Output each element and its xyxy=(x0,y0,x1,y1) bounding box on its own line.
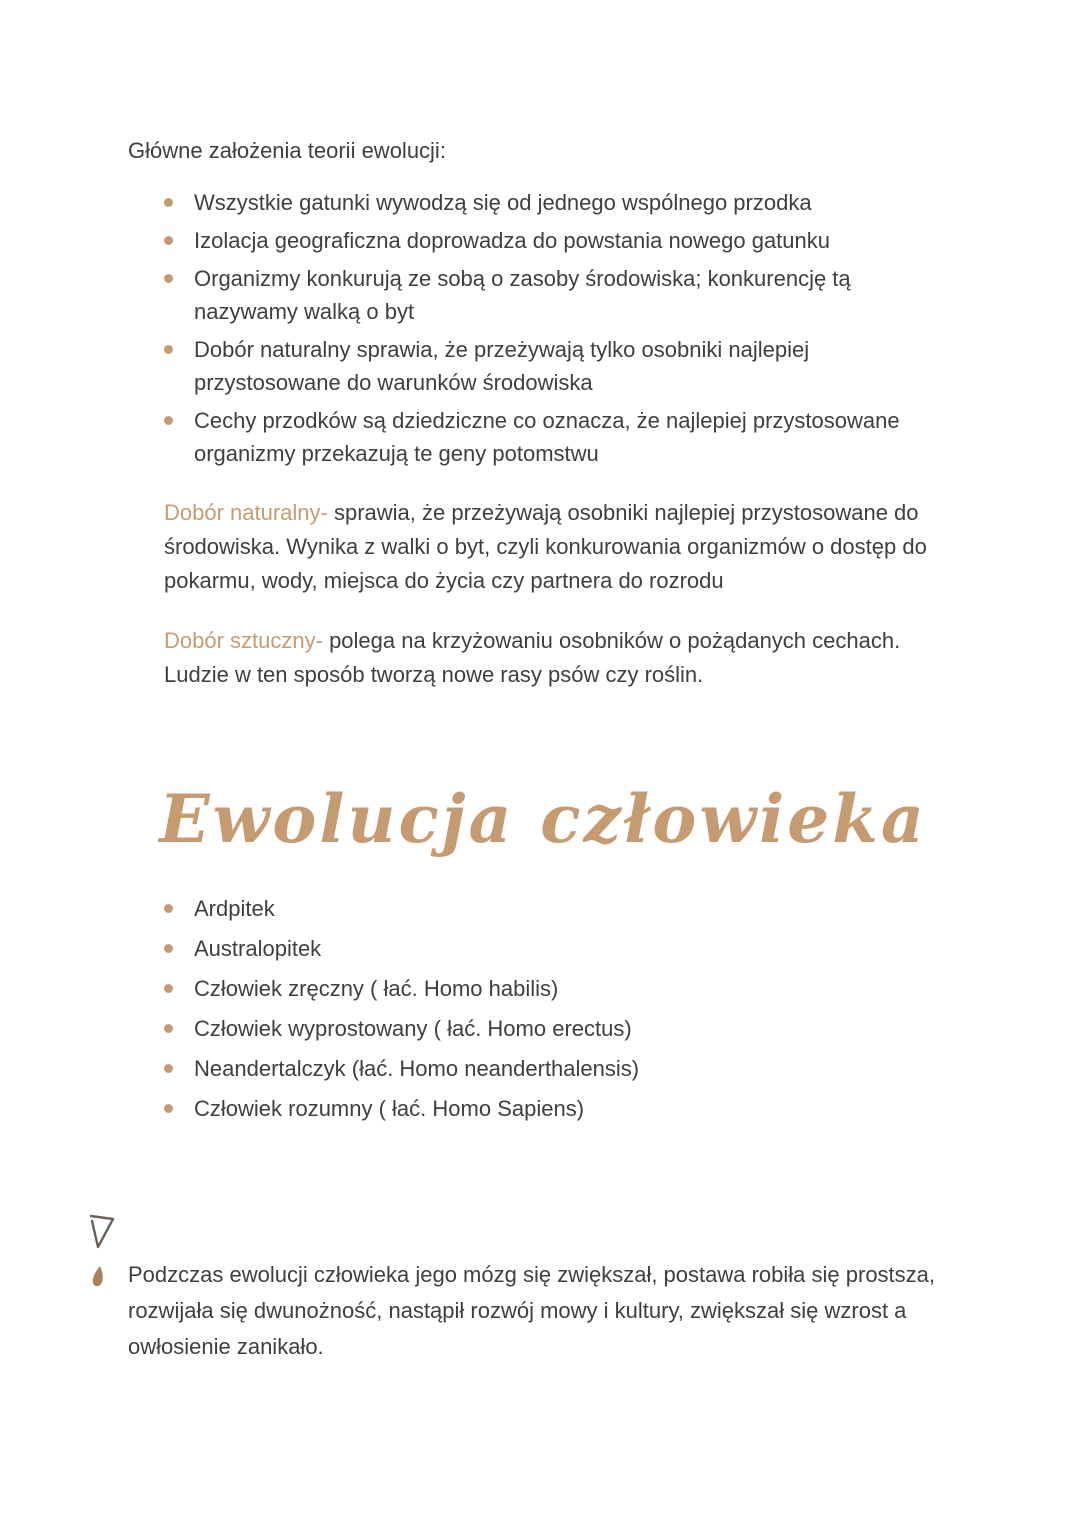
assumptions-list xyxy=(164,186,958,470)
definition-natural-selection xyxy=(164,496,954,598)
list-item xyxy=(164,1012,934,1045)
section-title: Ewolucja człowieka xyxy=(159,780,927,858)
list-item-text: Ardpitek xyxy=(194,896,275,921)
triangle-doodle-icon xyxy=(88,1213,118,1251)
definition-text: polega na krzyżowaniu osobników o pożądanych cechach. Ludzie w ten sposób tworzą nowe rasy psów czy roślin. xyxy=(164,628,901,687)
list-item xyxy=(164,404,934,470)
list-item-text: Człowiek wyprostowany ( łać. Homo erectus) xyxy=(194,1016,632,1041)
list-item xyxy=(164,1052,934,1085)
definition-term: Dobór sztuczny- xyxy=(164,628,323,653)
bullet-icon xyxy=(164,1024,173,1033)
bullet-icon xyxy=(164,345,173,354)
bullet-icon xyxy=(164,198,173,207)
bullet-icon xyxy=(164,274,173,283)
definition-text: sprawia, że przeżywają osobniki najlepiej przystosowane do środowiska. Wynika z walki o byt, czyli konkurowania organizmów o dostęp do pokarmu, wody, miejsca do życia czy partnera do rozrodu xyxy=(164,500,927,593)
list-item xyxy=(164,224,934,257)
list-item xyxy=(164,972,934,1005)
bullet-icon xyxy=(164,904,173,913)
bullet-icon xyxy=(164,416,173,425)
list-item xyxy=(164,932,934,965)
list-item xyxy=(164,186,934,219)
list-item xyxy=(164,262,934,328)
note-text: Podzczas ewolucji człowieka jego mózg się zwiększał, postawa robiła się prostsza, rozwijała się dwunożność, nastąpił rozwój mowy i kultury, zwiększał się wzrost a owłosienie zanikało. xyxy=(128,1262,936,1359)
list-item-text: Cechy przodków są dziedziczne co oznacza, że najlepiej przystosowane organizmy przekazują te geny potomstwu xyxy=(194,408,900,466)
definition-term: Dobór naturalny- xyxy=(164,500,328,525)
list-item xyxy=(164,1092,934,1125)
list-item-text: Australopitek xyxy=(194,936,322,961)
bullet-icon xyxy=(164,1064,173,1073)
evolution-stages-list xyxy=(164,892,958,1125)
drop-bullet-icon xyxy=(90,1265,106,1289)
bullet-icon xyxy=(164,944,173,953)
list-item-text: Człowiek zręczny ( łać. Homo habilis) xyxy=(194,976,559,1001)
bullet-icon xyxy=(164,984,173,993)
definition-artificial-selection xyxy=(164,624,954,692)
bullet-icon xyxy=(164,1104,173,1113)
list-item-text: Wszystkie gatunki wywodzą się od jednego wspólnego przodka xyxy=(194,190,812,215)
list-item xyxy=(164,892,934,925)
list-item-text: Człowiek rozumny ( łać. Homo Sapiens) xyxy=(194,1096,585,1121)
main-heading: Główne założenia teorii ewolucji: xyxy=(128,138,446,163)
list-item xyxy=(164,333,934,399)
list-item-text: Izolacja geograficzna doprowadza do powstania nowego gatunku xyxy=(194,228,830,253)
list-item-text: Organizmy konkurują ze sobą o zasoby środowiska; konkurencję tą nazywamy walką o byt xyxy=(194,266,851,324)
bullet-icon xyxy=(164,236,173,245)
list-item-text: Dobór naturalny sprawia, że przeżywają tylko osobniki najlepiej przystosowane do warunków środowiska xyxy=(194,337,810,395)
list-item-text: Neandertalczyk (łać. Homo neanderthalensis) xyxy=(194,1056,640,1081)
note-block xyxy=(84,1213,964,1365)
document-page xyxy=(128,138,958,1132)
